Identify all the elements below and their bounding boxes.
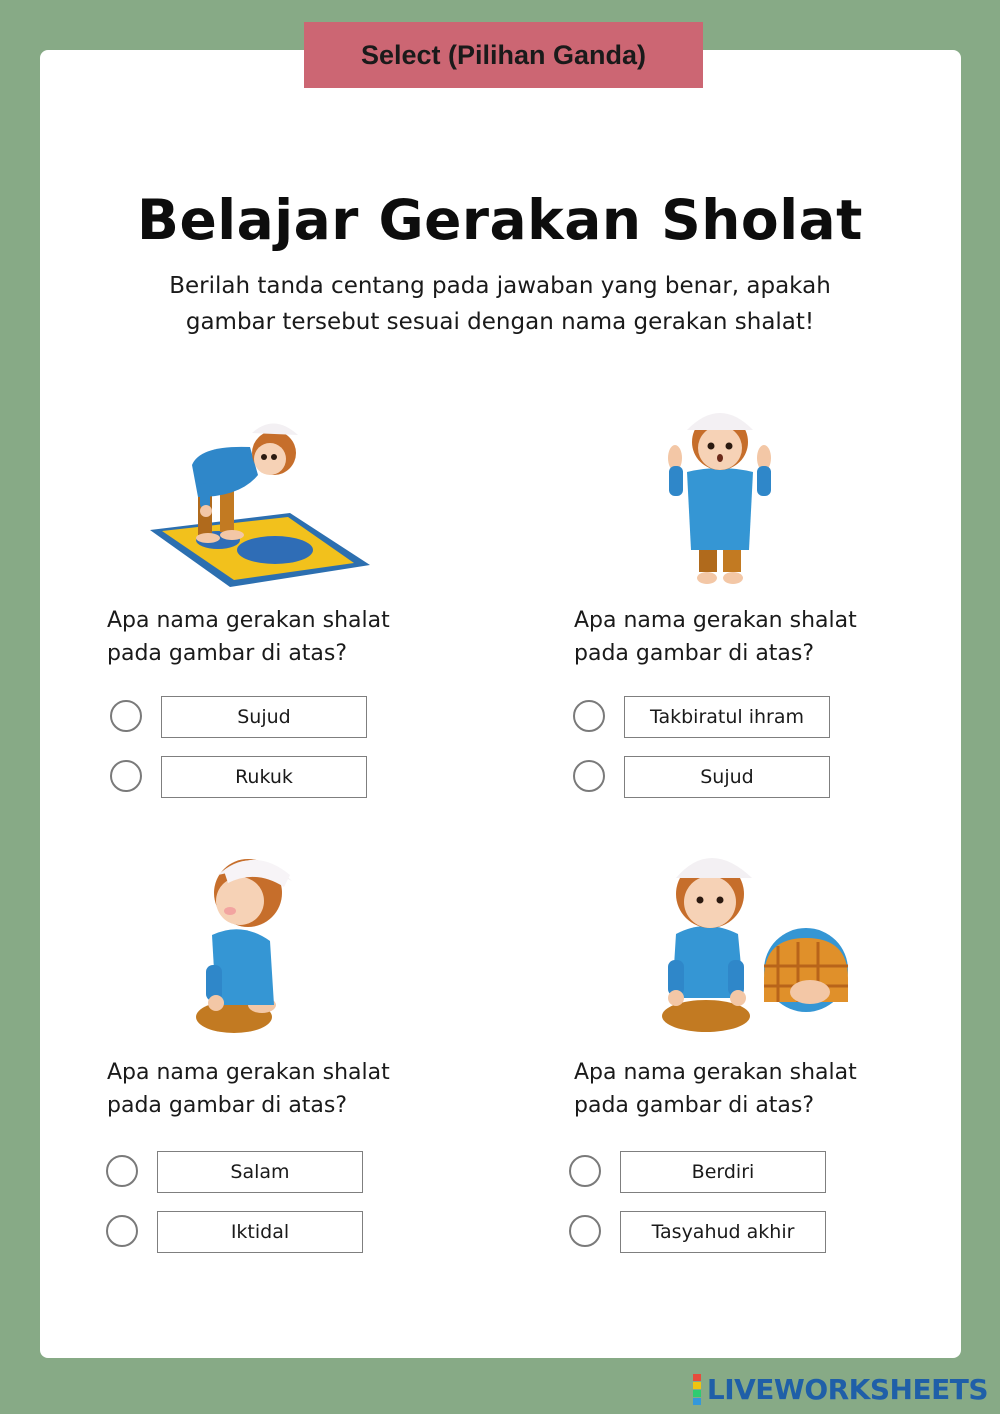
- question-4-line-1: Apa nama gerakan shalat: [574, 1060, 857, 1085]
- logo-mark-icon: [693, 1374, 701, 1405]
- question-1-line-2: pada gambar di atas?: [107, 641, 348, 666]
- question-2-option-1[interactable]: Takbiratul ihram: [624, 696, 830, 738]
- rukuk-boy-illustration: [140, 405, 380, 595]
- sitting-boy-illustration-1: [192, 845, 302, 1040]
- question-2-option-1-radio[interactable]: [573, 700, 605, 732]
- question-3-option-2[interactable]: Iktidal: [157, 1211, 363, 1253]
- instructions-line-2: gambar tersebut sesuai dengan nama gerakan shalat!: [185, 309, 815, 335]
- instructions: [100, 268, 900, 340]
- question-3-option-2-radio[interactable]: [106, 1215, 138, 1247]
- question-4-prompt: [574, 1056, 934, 1122]
- question-2-line-2: pada gambar di atas?: [574, 641, 815, 666]
- question-4-option-2-radio[interactable]: [569, 1215, 601, 1247]
- question-2-option-2[interactable]: Sujud: [624, 756, 830, 798]
- question-3-prompt: [107, 1056, 467, 1122]
- question-1-option-2-radio[interactable]: [110, 760, 142, 792]
- question-4-option-1[interactable]: Berdiri: [620, 1151, 826, 1193]
- page-title: Belajar Gerakan Sholat: [137, 188, 863, 252]
- question-1-option-2[interactable]: Rukuk: [161, 756, 367, 798]
- logo-text: LIVEWORKSHEETS: [706, 1372, 988, 1406]
- question-3-option-1[interactable]: Salam: [157, 1151, 363, 1193]
- activity-type-tag: Select (Pilihan Ganda): [304, 22, 703, 88]
- sitting-boy-illustration-2: [658, 838, 848, 1038]
- question-1-line-1: Apa nama gerakan shalat: [107, 608, 390, 633]
- question-3-line-2: pada gambar di atas?: [107, 1093, 348, 1118]
- question-2-option-2-radio[interactable]: [573, 760, 605, 792]
- question-1-option-1-radio[interactable]: [110, 700, 142, 732]
- takbir-boy-illustration: [665, 400, 775, 595]
- question-3-line-1: Apa nama gerakan shalat: [107, 1060, 390, 1085]
- question-3-option-1-radio[interactable]: [106, 1155, 138, 1187]
- question-1-option-1[interactable]: Sujud: [161, 696, 367, 738]
- question-2-prompt: [574, 604, 934, 670]
- question-4-option-1-radio[interactable]: [569, 1155, 601, 1187]
- question-1-prompt: [107, 604, 467, 670]
- question-4-line-2: pada gambar di atas?: [574, 1093, 815, 1118]
- question-2-line-1: Apa nama gerakan shalat: [574, 608, 857, 633]
- instructions-line-1: Berilah tanda centang pada jawaban yang benar, apakah: [169, 273, 831, 299]
- liveworksheets-logo: [693, 1372, 988, 1406]
- question-4-option-2[interactable]: Tasyahud akhir: [620, 1211, 826, 1253]
